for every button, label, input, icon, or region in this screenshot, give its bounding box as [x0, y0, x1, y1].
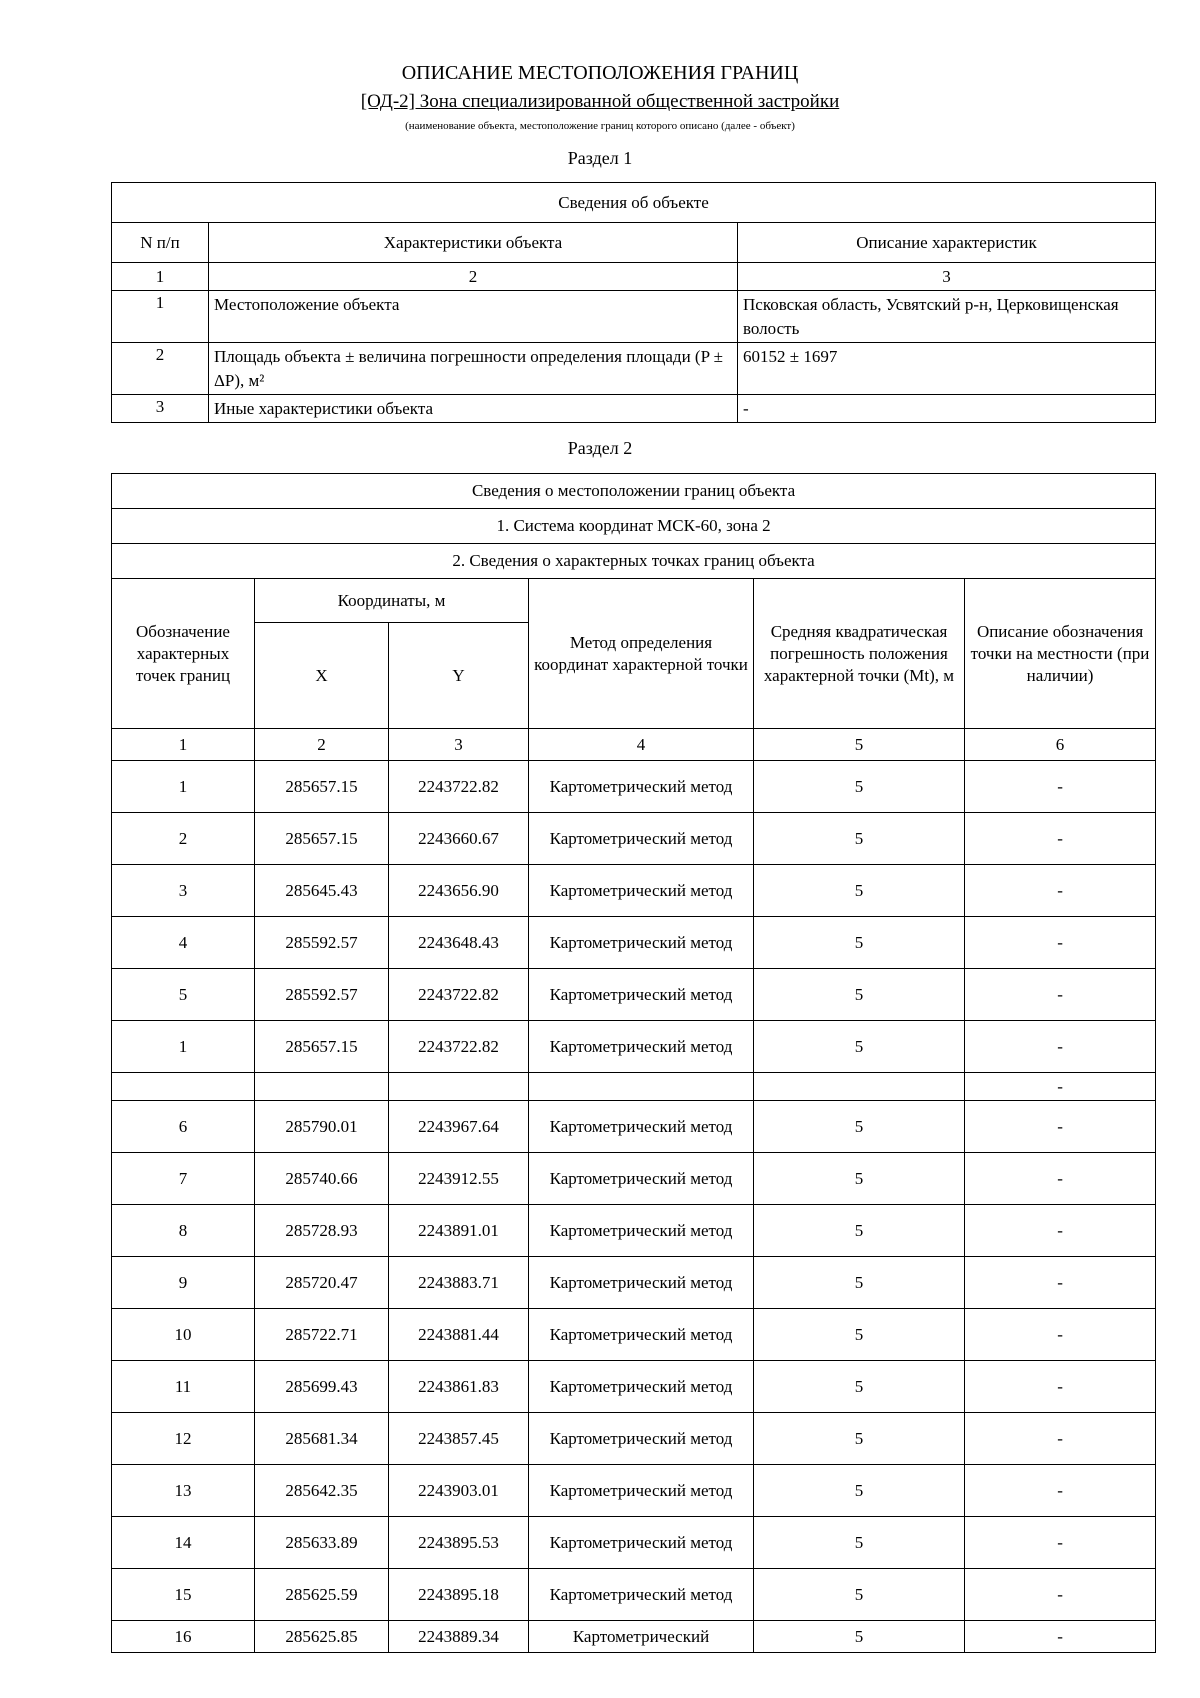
point-number: 5	[112, 969, 255, 1021]
point-description: -	[965, 865, 1156, 917]
column-header: Характеристики объекта	[209, 223, 738, 263]
x-coordinate: 285657.15	[255, 761, 389, 813]
point-description: -	[965, 1073, 1156, 1101]
y-coordinate: 2243912.55	[389, 1153, 529, 1205]
point-description: -	[965, 1021, 1156, 1073]
point-number: 10	[112, 1309, 255, 1361]
point-number: 2	[112, 813, 255, 865]
column-number: 3	[389, 729, 529, 761]
y-coordinate: 2243722.82	[389, 761, 529, 813]
error-value: 5	[754, 865, 965, 917]
row-number: 1	[112, 291, 209, 343]
point-description: -	[965, 1465, 1156, 1517]
table-row	[112, 1073, 1156, 1101]
column-number: 4	[529, 729, 754, 761]
y-coordinate: 2243656.90	[389, 865, 529, 917]
table-row	[112, 1257, 1156, 1309]
y-coordinate: 2243891.01	[389, 1205, 529, 1257]
point-description: -	[965, 1257, 1156, 1309]
point-description: -	[965, 1205, 1156, 1257]
determination-method: Картометрический метод	[529, 1465, 754, 1517]
y-coordinate: 2243903.01	[389, 1465, 529, 1517]
error-value: 5	[754, 1569, 965, 1621]
point-number: 14	[112, 1517, 255, 1569]
coordinate-system: 1. Система координат МСК-60, зона 2	[112, 509, 1156, 544]
determination-method: Картометрический метод	[529, 1101, 754, 1153]
designation-header: Обозначение характерных точек границ	[112, 579, 255, 729]
characteristic-name: Местоположение объекта	[209, 291, 738, 343]
determination-method: Картометрический метод	[529, 1517, 754, 1569]
x-coordinate: 285720.47	[255, 1257, 389, 1309]
error-value: 5	[754, 813, 965, 865]
point-description: -	[965, 917, 1156, 969]
determination-method: Картометрический метод	[529, 1413, 754, 1465]
error-value: 5	[754, 1021, 965, 1073]
row-number: 2	[112, 343, 209, 395]
table-row	[112, 761, 1156, 813]
table-row	[112, 1361, 1156, 1413]
point-description: -	[965, 813, 1156, 865]
object-info-table	[111, 182, 1156, 423]
table-row	[112, 291, 1156, 343]
point-number: 12	[112, 1413, 255, 1465]
error-value: 5	[754, 1309, 965, 1361]
x-coordinate: 285625.59	[255, 1569, 389, 1621]
characteristic-name: Площадь объекта ± величина погрешности определения площади (P ± ΔP), м²	[209, 343, 738, 395]
point-number: 16	[112, 1621, 255, 1653]
x-coordinate: 285633.89	[255, 1517, 389, 1569]
determination-method: Картометрический метод	[529, 917, 754, 969]
y-coordinate: 2243881.44	[389, 1309, 529, 1361]
object-name	[0, 91, 1200, 113]
column-number: 6	[965, 729, 1156, 761]
y-coordinate: 2243648.43	[389, 917, 529, 969]
error-value: 5	[754, 917, 965, 969]
object-name-text: [ОД-2] Зона специализированной общественной застройки	[360, 91, 840, 112]
y-coordinate: 2243895.18	[389, 1569, 529, 1621]
error-value: 5	[754, 1101, 965, 1153]
x-coordinate: 285657.15	[255, 813, 389, 865]
characteristic-value: 60152 ± 1697	[738, 343, 1156, 395]
point-number: 1	[112, 761, 255, 813]
column-number: 5	[754, 729, 965, 761]
table-row	[112, 1413, 1156, 1465]
error-value: 5	[754, 1465, 965, 1517]
point-description: -	[965, 1569, 1156, 1621]
table-title: Сведения об объекте	[112, 183, 1156, 223]
determination-method: Картометрический метод	[529, 1569, 754, 1621]
error-value: 5	[754, 1517, 965, 1569]
error-value	[754, 1073, 965, 1101]
y-coordinate: 2243660.67	[389, 813, 529, 865]
column-number: 2	[209, 263, 738, 291]
x-coordinate: 285592.57	[255, 917, 389, 969]
point-number: 13	[112, 1465, 255, 1517]
point-number: 15	[112, 1569, 255, 1621]
point-number: 8	[112, 1205, 255, 1257]
table-row	[112, 969, 1156, 1021]
determination-method: Картометрический метод	[529, 865, 754, 917]
table-row	[112, 343, 1156, 395]
table-row	[112, 1309, 1156, 1361]
determination-method: Картометрический метод	[529, 761, 754, 813]
point-number: 6	[112, 1101, 255, 1153]
error-value: 5	[754, 1621, 965, 1653]
y-coordinate: 2243889.34	[389, 1621, 529, 1653]
determination-method: Картометрический метод	[529, 1021, 754, 1073]
section-2-label: Раздел 2	[567, 438, 633, 458]
column-number: 2	[255, 729, 389, 761]
table-row	[112, 1569, 1156, 1621]
point-number: 7	[112, 1153, 255, 1205]
document-title: ОПИСАНИЕ МЕСТОПОЛОЖЕНИЯ ГРАНИЦ	[401, 62, 799, 84]
error-value: 5	[754, 1413, 965, 1465]
coordinates-header: Координаты, м	[255, 579, 529, 623]
column-number: 1	[112, 263, 209, 291]
point-description: -	[965, 1101, 1156, 1153]
y-coordinate	[389, 1073, 529, 1101]
error-value: 5	[754, 1361, 965, 1413]
x-coordinate: 285645.43	[255, 865, 389, 917]
characteristic-name: Иные характеристики объекта	[209, 395, 738, 423]
error-header: Средняя квадратическая погрешность положения характерной точки (Mt), м	[754, 579, 965, 729]
point-number: 9	[112, 1257, 255, 1309]
table-row	[112, 1465, 1156, 1517]
error-value: 5	[754, 1153, 965, 1205]
characteristic-value: Псковская область, Усвятский р-н, Церковищенская волость	[738, 291, 1156, 343]
error-value: 5	[754, 761, 965, 813]
point-number	[112, 1073, 255, 1101]
determination-method	[529, 1073, 754, 1101]
object-name-note: (наименование объекта, местоположение границ которого описано (далее - объект)	[405, 120, 795, 132]
determination-method: Картометрический метод	[529, 1153, 754, 1205]
table-title: Сведения о местоположении границ объекта	[112, 474, 1156, 509]
column-header: N п/п	[112, 223, 209, 263]
point-description: -	[965, 761, 1156, 813]
x-coordinate: 285642.35	[255, 1465, 389, 1517]
y-coordinate: 2243857.45	[389, 1413, 529, 1465]
column-number: 1	[112, 729, 255, 761]
table-row	[112, 1021, 1156, 1073]
row-number: 3	[112, 395, 209, 423]
y-header: Y	[389, 623, 529, 729]
column-header: Описание характеристик	[738, 223, 1156, 263]
points-title: 2. Сведения о характерных точках границ объекта	[112, 544, 1156, 579]
determination-method: Картометрический метод	[529, 1257, 754, 1309]
method-header: Метод определения координат характерной точки	[529, 579, 754, 729]
description-header: Описание обозначения точки на местности (при наличии)	[965, 579, 1156, 729]
boundary-points-table	[111, 473, 1156, 1653]
determination-method: Картометрический	[529, 1621, 754, 1653]
determination-method: Картометрический метод	[529, 1205, 754, 1257]
error-value: 5	[754, 1257, 965, 1309]
section-1-label: Раздел 1	[567, 148, 633, 168]
y-coordinate: 2243895.53	[389, 1517, 529, 1569]
table-row	[112, 917, 1156, 969]
x-coordinate: 285681.34	[255, 1413, 389, 1465]
y-coordinate: 2243722.82	[389, 969, 529, 1021]
y-coordinate: 2243861.83	[389, 1361, 529, 1413]
determination-method: Картометрический метод	[529, 813, 754, 865]
y-coordinate: 2243967.64	[389, 1101, 529, 1153]
point-number: 3	[112, 865, 255, 917]
point-number: 11	[112, 1361, 255, 1413]
point-number: 1	[112, 1021, 255, 1073]
table-row	[112, 865, 1156, 917]
x-coordinate: 285699.43	[255, 1361, 389, 1413]
table-row	[112, 1101, 1156, 1153]
x-coordinate	[255, 1073, 389, 1101]
point-number: 4	[112, 917, 255, 969]
table-row	[112, 395, 1156, 423]
y-coordinate: 2243883.71	[389, 1257, 529, 1309]
point-description: -	[965, 1361, 1156, 1413]
error-value: 5	[754, 1205, 965, 1257]
x-coordinate: 285740.66	[255, 1153, 389, 1205]
characteristic-value: -	[738, 395, 1156, 423]
point-description: -	[965, 1309, 1156, 1361]
x-coordinate: 285657.15	[255, 1021, 389, 1073]
x-coordinate: 285728.93	[255, 1205, 389, 1257]
y-coordinate: 2243722.82	[389, 1021, 529, 1073]
point-description: -	[965, 1621, 1156, 1653]
column-number: 3	[738, 263, 1156, 291]
x-coordinate: 285625.85	[255, 1621, 389, 1653]
point-description: -	[965, 969, 1156, 1021]
point-description: -	[965, 1413, 1156, 1465]
determination-method: Картометрический метод	[529, 1309, 754, 1361]
table-row	[112, 1205, 1156, 1257]
x-header: X	[255, 623, 389, 729]
x-coordinate: 285592.57	[255, 969, 389, 1021]
x-coordinate: 285790.01	[255, 1101, 389, 1153]
point-description: -	[965, 1153, 1156, 1205]
table-row	[112, 813, 1156, 865]
x-coordinate: 285722.71	[255, 1309, 389, 1361]
table-row	[112, 1621, 1156, 1653]
error-value: 5	[754, 969, 965, 1021]
table-row	[112, 1153, 1156, 1205]
table-row	[112, 1517, 1156, 1569]
point-description: -	[965, 1517, 1156, 1569]
determination-method: Картометрический метод	[529, 1361, 754, 1413]
determination-method: Картометрический метод	[529, 969, 754, 1021]
